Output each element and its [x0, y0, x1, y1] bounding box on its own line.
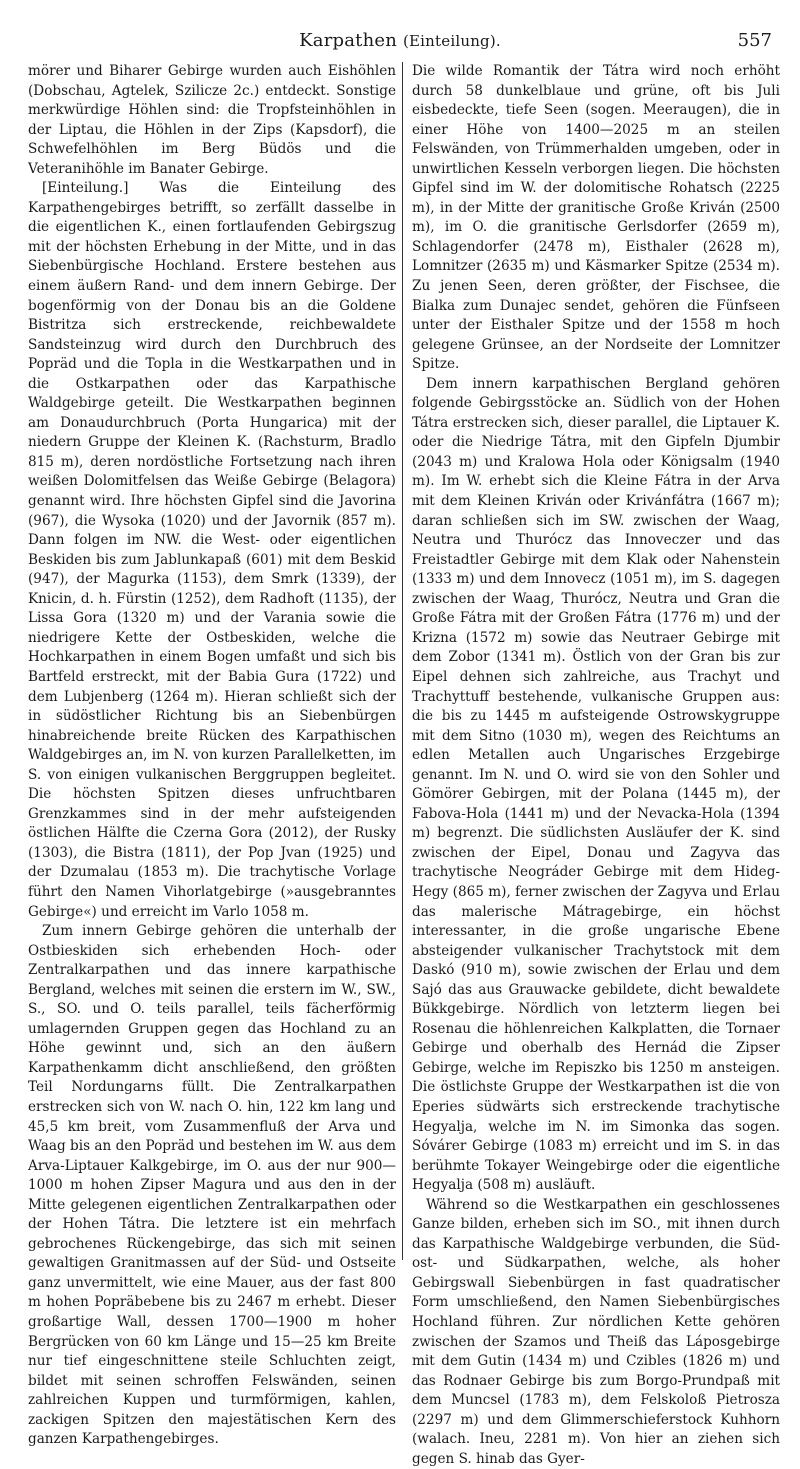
paragraph: Dem innern karpathischen Bergland gehören folgende Gebirgsstöcke an. Südlich von der Hohen Tátra erstrecken sich, dieser parallel, die Liptauer K. oder die Niedrige Tátra, mit den Gipfeln Djumbir (2043 m) und Kralowa Hola oder Königsalm (1940 m). Im W. erhebt sich die Kleine Fátra in der Arva mit dem Kleinen Kriván oder Krivánfátra (1667 m); daran schließen sich im SW. zwischen der Waag, Neutra und Thurócz das Innoveczer und das Freistadtler Gebirge mit dem Klak oder Nahenstein (1333 m) und dem Innovecz (1051 m), im S. dagegen zwischen der Waag, Thurócz, Neutra und Gran die Große Fátra mit der Großen Fátra (1776 m) und der Krizna (1572 m) sowie das Neutraer Gebirge mit dem Zobor (1341 m). Östlich von der Gran bis zur Eipel dehnen sich zahlreiche, aus Trachyt und Trachyttuff bestehende, vulkanische Gruppen aus: die bis zu 1445 m aufsteigende Ostrowskygruppe mit dem Sitno (1030 m), wegen des Reichtums an edlen Metallen auch Ungarisches Erzgebirge genannt. Im N. und O. wird sie von den Sohler und Gömörer Gebirgen, mit der Polana (1445 m), der Fabova-Hola (1441 m) und der Nevacka-Hola (1394 m) begrenzt. Die südlichsten Ausläufer der K. sind zwischen der Eipel, Donau und Zagyva das trachytische Neográder Gebirge mit dem Hideg-Hegy (865 m), ferner zwischen der Zagyva und Erlau das malerische Mátragebirge, ein höchst interessanter, in die große ungarische Ebene absteigender vulkanischer Trachytstock mit dem Daskó (910 m), sowie zwischen der Erlau und dem Sajó das aus Grauwacke gebildete, dicht bewaldete Bükkgebirge. Nördlich von letzterm liegen bei Rosenau die höhlenreichen Kalkplatten, die Tornaer Gebirge und oberhalb des Hernád die Zipser Gebirge, welche im Repiszko bis 1250 m ansteigen. Die östlichste Gruppe der Westkarpathen ist die von Eperies südwärts sich erstreckende trachytische Hegyalja, welche im N. im Simonka das sogen. Sóvárer Gebirge (1083 m) erreicht und im S. in das berühmte Tokayer Weingebirge oder die eigentliche Hegyalja (508 m) ausläuft.: [412, 375, 780, 1194]
left-column: [28, 62, 396, 1448]
page-title: [28, 30, 772, 51]
paragraph: Zum innern Gebirge gehören die unterhalb der Ostbieskiden sich erhebenden Hoch- oder Zentralkarpathen und das innere karpathische Bergland, welches mit seinen die erstern im W., SW., S., SO. und O. teils parallel, teils fächerförmig umlagernden Gruppen gegen das Hochland zu an Höhe gewinnt und, sich an den äußern Karpathenkamm dicht anschließend, den größten Teil Nordungarns füllt. Die Zentralkarpathen erstrecken sich von W. nach O. hin, 122 km lang und 45,5 km breit, vom Zusammenfluß der Arva und Waag bis an den Popräd und bestehen im W. aus dem Arva-Liptauer Kalkgebirge, im O. aus der nur 900—1000 m hohen Zipser Magura und aus den in der Mitte gelegenen eigentlichen Zentralkarpathen oder der Hohen Tátra. Die letztere ist ein mehrfach gebrochenes Rückengebirge, das sich mit seinen gewaltigen Granitmassen auf der Süd- und Ostseite ganz unvermittelt, wie eine Mauer, aus der fast 800 m hohen Popräbebene bis zu 2467 m erhebt. Dieser großartige Wall, dessen 1700—1900 m hoher Bergrücken von 60 km Länge und 15—25 km Breite nur tief eingeschnittene steile Schluchten zeigt, bildet mit seinen schroffen Felswänden, seinen zahlreichen Kuppen und turmförmigen, kahlen, zackigen Spitzen den majestätischen Kern des ganzen Karpathengebirges.: [28, 923, 396, 1448]
running-header: [28, 30, 772, 58]
paragraph: [Einteilung.] Was die Einteilung des Karpathengebirges betrifft, so zerfällt dasselbe in die eigentlichen K., einen fortlaufenden Gebirgszug mit der höchsten Erhebung in der Mitte, und in das Siebenbürgische Hochland. Erstere bestehen aus einem äußern Rand- und dem innern Gebirge. Der bogenförmig von der Donau bis an die Goldene Bistritza sich erstreckende, reichbewaldete Sandsteinzug wird durch den Durchbruch des Popräd und die Topla in die Westkarpathen und in die Ostkarpathen oder das Karpathische Waldgebirge geteilt. Die Westkarpathen beginnen am Donaudurchbruch (Porta Hungarica) mit der niedern Gruppe der Kleinen K. (Rachsturm, Bradlo 815 m), deren nordöstliche Fortsetzung nach ihren weißen Dolomitfelsen das Weiße Gebirge (Belagora) genannt wird. Ihre höchsten Gipfel sind die Javorina (967), die Wysoka (1020) und der Javornik (857 m). Dann folgen im NW. die West- oder eigentlichen Beskiden bis zum Jablunkapaß (601) mit dem Beskid (947), der Magurka (1153), dem Smrk (1339), der Knicin, d. h. Fürstin (1252), dem Radhoft (1135), der Lissa Gora (1320 m) und der Varania sowie die niedrigere Kette der Ostbeskiden, welche die Hochkarpathen in einem Bogen umfaßt und sich bis Bartfeld erstreckt, mit der Babia Gura (1722) und dem Lubjenberg (1264 m). Hieran schließt sich der in südöstlicher Richtung bis an Siebenbürgen hinabreichende breite Rücken des Karpathischen Waldgebirges an, im N. von kurzen Parallelketten, im S. von einigen vulkanischen Berggruppen begleitet. Die höchsten Spitzen dieses unfruchtbaren Grenzkammes sind in der mehr aufsteigenden östlichen Hälfte die Czerna Gora (2012), der Rusky (1303), die Bistra (1811), der Pop Jvan (1925) und der Dzumalau (1853 m). Die trachytische Vorlage führt den Namen Vihorlatgebirge (»ausgebranntes Gebirge«) und erreicht im Varlo 1058 m.: [28, 180, 396, 920]
paragraph: mörer und Biharer Gebirge wurden auch Eishöhlen (Dobschau, Agtelek, Szilicze 2c.) entdeckt. Sonstige merkwürdige Höhlen sind: die Tropfsteinhöhlen in der Liptau, die Höhlen in der Zips (Kapsdorf), die Schwefelhöhlen im Berg Büdös und die Veteranihöhle im Banater Gebirge.: [28, 63, 396, 177]
right-column: [412, 62, 780, 1467]
header-subtitle: (Einteilung).: [402, 32, 501, 50]
page-number: 557: [737, 30, 772, 51]
paragraph: Die wilde Romantik der Tátra wird noch erhöht durch 58 dunkelblaue und grüne, oft bis Juli eisbedeckte, tiefe Seen (sogen. Meeraugen), die in einer Höhe von 1400—2025 m an steilen Felswänden, von Trümmerhalden umgeben, oder in unwirtlichen Kesseln verborgen liegen. Die höchsten Gipfel sind im W. der dolomitische Rohatsch (2225 m), in der Mitte der granitische Große Kriván (2500 m), im O. die granitische Gerlsdorfer (2659 m), Schlagendorfer (2478 m), Eisthaler (2628 m), Lomnitzer (2635 m) und Käsmarker Spitze (2534 m). Zu jenen Seen, deren größter, der Fischsee, die Bialka zum Dunajec sendet, gehören die Fünfseen unter der Eisthaler Spitze und der 1558 m hoch gelegene Grünsee, an der Nordseite der Lomnitzer Spitze.: [412, 63, 780, 373]
header-title: Karpathen: [299, 30, 398, 51]
column-divider: [402, 62, 403, 1260]
paragraph: Während so die Westkarpathen ein geschlossenes Ganze bilden, erheben sich im SO., mit ihnen durch das Karpathische Waldgebirge verbunden, die Süd-ost- und Südkarpathen, welche, als hoher Gebirgswall Siebenbürgen in fast quadratischer Form umschließend, den Namen Siebenbürgisches Hochland führen. Zur nördlichen Kette gehören zwischen der Szamos und Theiß das Láposgebirge mit dem Gutin (1434 m) und Czibles (1826 m) und das Rodnaer Gebirge bis zum Borgo-Prundpaß mit dem Muncsel (1783 m), dem Felskoloß Pietrosza (2297 m) und dem Glimmerschieferstock Kuhhorn (walach. Ineu, 2281 m). Von hier an ziehen sich gegen S. hinab das Gyer-: [412, 1196, 780, 1467]
